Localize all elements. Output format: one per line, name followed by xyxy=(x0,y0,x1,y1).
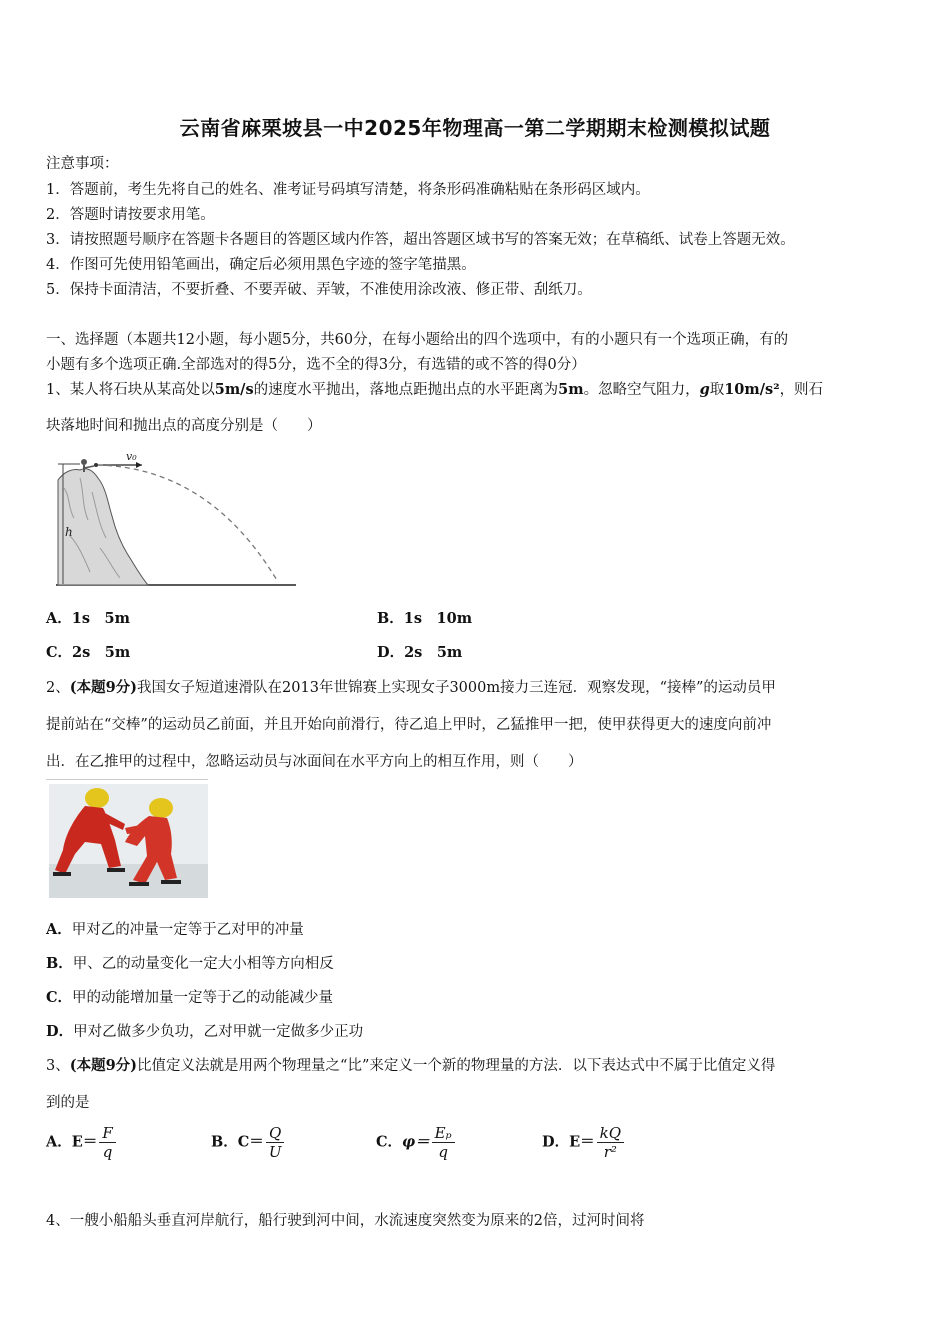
question-2-option-b[interactable]: B．甲、乙的动量变化一定大小相等方向相反 xyxy=(46,955,334,972)
question-3-option-b[interactable]: B．C＝ $\frac{Q}{U}$ xyxy=(211,1124,284,1161)
question-4-stem-line1: 4、一艘小船船头垂直河岸航行，船行驶到河中间，水流速度突然变为原来的2倍，过河时间将 xyxy=(46,1213,645,1229)
fraction: $\frac{Q}{U}$ xyxy=(266,1124,285,1161)
notice-item: 3．请按照题号顺序在答题卡各题目的答题区域内作答，超出答题区域书写的答案无效；在草稿纸、试卷上答题无效。 xyxy=(46,232,795,248)
v0-label: v₀ xyxy=(126,450,137,463)
question-2-option-c[interactable]: C．甲的动能增加量一定等于乙的动能减少量 xyxy=(46,989,334,1006)
section-heading-line1: 一、选择题（本题共12小题，每小题5分，共60分，在每小题给出的四个选项中，有的小题只有一个选项正确，有的 xyxy=(46,332,789,348)
question-3-option-a[interactable]: A．E＝ $\frac{F}{q}$ xyxy=(46,1124,116,1161)
question-1-stem-line2: 块落地时间和抛出点的高度分别是（ ） xyxy=(46,418,322,434)
question-1-stem-line1: 1、某人将石块从某高处以5m/s的速度水平抛出，落地点距抛出点的水平距离为5m。忽略空气阻力，g取10m/s²，则石 xyxy=(46,381,824,398)
fraction: $\frac{F}{q}$ xyxy=(99,1124,115,1161)
fraction: $\frac{kQ}{\text{r²}}$ xyxy=(597,1124,624,1161)
notice-item: 5．保持卡面清洁，不要折叠、不要弄破、弄皱，不准使用涂改液、修正带、刮纸刀。 xyxy=(46,282,592,298)
question-2-stem-line1: 2、(本题9分)我国女子短道速滑队在2013年世锦赛上实现女子3000m接力三连冠．观察发现，“接棒”的运动员甲 xyxy=(46,679,776,696)
question-2-option-d[interactable]: D．甲对乙做多少负功，乙对甲就一定做多少正功 xyxy=(46,1023,364,1040)
question-3-option-c[interactable]: C．φ＝ $\frac{\text{Eₚ}}{q}$ xyxy=(376,1124,455,1161)
question-2-stem-line3: 出．在乙推甲的过程中，忽略运动员与冰面间在水平方向上的相互作用，则（ ） xyxy=(46,754,583,770)
question-2-stem-line2: 提前站在“交棒”的运动员乙前面，并且开始向前滑行，待乙追上甲时，乙猛推甲一把，使甲获得更大的速度向前冲 xyxy=(46,717,772,733)
question-1-option-d[interactable]: D．2s 5m xyxy=(377,644,463,661)
divider xyxy=(46,779,208,780)
notice-item: 2．答题时请按要求用笔。 xyxy=(46,207,215,223)
fraction: $\frac{\text{Eₚ}}{q}$ xyxy=(432,1124,455,1161)
notice-item: 4．作图可先使用铅笔画出，确定后必须用黑色字迹的签字笔描黑。 xyxy=(46,257,476,273)
h-label: h xyxy=(65,525,73,539)
page-title: 云南省麻栗坡县一中2025年物理高一第二学期期末检测模拟试题 xyxy=(179,116,771,140)
question-1-option-c[interactable]: C．2s 5m xyxy=(46,644,131,661)
question-2-option-a[interactable]: A．甲对乙的冲量一定等于乙对甲的冲量 xyxy=(46,921,304,938)
question-3-option-d[interactable]: D．E＝ $\frac{kQ}{\text{r²}}$ xyxy=(542,1124,624,1161)
question-1-option-b[interactable]: B．1s 10m xyxy=(377,610,473,627)
notice-item: 1．答题前，考生先将自己的姓名、准考证号码填写清楚，将条形码准确粘贴在条形码区域内。 xyxy=(46,182,650,198)
question-1-option-a[interactable]: A．1s 5m xyxy=(46,610,130,627)
section-heading-line2: 小题有多个选项正确.全部选对的得5分，选不全的得3分，有选错的或不答的得0分） xyxy=(46,357,586,373)
skaters-photo xyxy=(49,784,208,898)
projectile-figure xyxy=(50,448,300,590)
notice-heading: 注意事项： xyxy=(46,156,119,172)
question-3-stem-line1: 3、(本题9分)比值定义法就是用两个物理量之“比”来定义一个新的物理量的方法．以下表达式中不属于比值定义得 xyxy=(46,1057,776,1074)
question-3-stem-line2: 到的是 xyxy=(46,1095,90,1111)
